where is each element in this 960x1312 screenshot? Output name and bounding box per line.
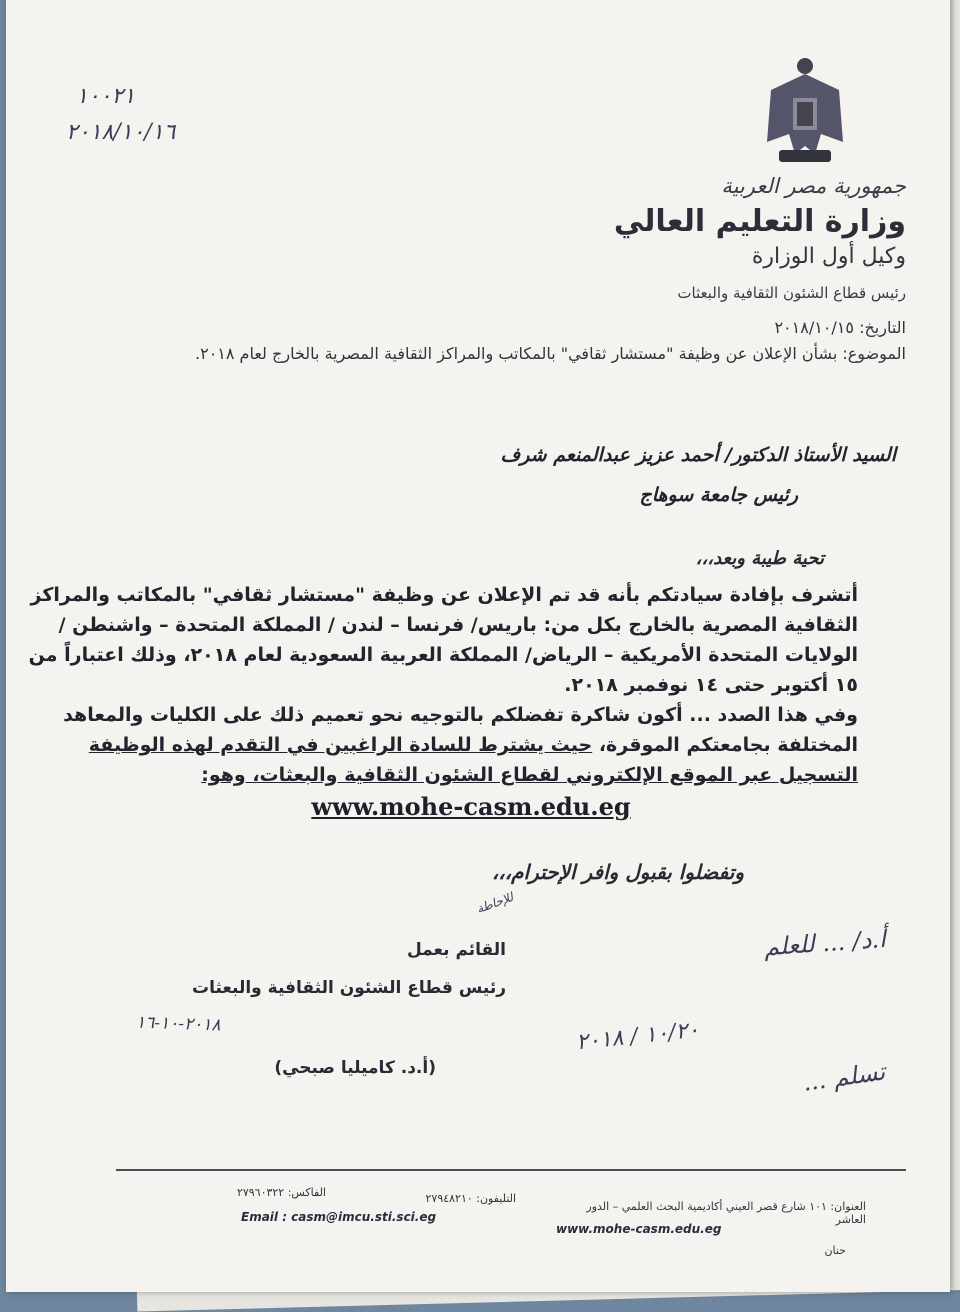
header-country: جمهورية مصر العربية [721, 174, 906, 198]
footer-initials: حنان [824, 1244, 846, 1257]
paragraph1-line2: الثقافية المصرية بالخارج بكل من: باريس/ فرنسا – لندن / المملكة المتحدة – واشنطن / [58, 614, 858, 636]
handwritten-receipt-note: تسلم ... [801, 1057, 887, 1097]
signature-title-acting: القائم بعمل [406, 940, 506, 960]
body-website-link[interactable]: www.mohe-casm.edu.eg [311, 792, 631, 821]
addressee-name: السيد الأستاذ الدكتور/ أحمد عزيز عبدالمنعم شرف [500, 444, 896, 466]
handwritten-referral-note: أ.د/ ... للعلم [762, 924, 887, 962]
eagle-emblem-icon [761, 50, 849, 168]
footer-email-link[interactable]: Email : casm@imcu.sti.sci.eg [241, 1210, 437, 1224]
paragraph1-line3: الولايات المتحدة الأمريكية – الرياض/ المملكة العربية السعودية لعام ٢٠١٨، وذلك اعتباراً من [28, 644, 858, 666]
greeting: تحية طيبة وبعد،،، [695, 548, 824, 569]
signature-title-sector: رئيس قطاع الشئون الثقافية والبعثات [192, 978, 506, 998]
footer-divider [116, 1169, 906, 1171]
letter-subject: الموضوع: بشأن الإعلان عن وظيفة "مستشار ثقافي" بالمكاتب والمراكز الثقافية المصرية بالخارج لعام ٢٠١٨. [195, 344, 906, 363]
handwritten-small-note: للإحاطة [474, 889, 516, 917]
handwritten-referral-date: ١٠/٢٠ / ٢٠١٨ [575, 1017, 701, 1056]
paragraph2-line2-start: المختلفة بجامعتكم الموقرة، [592, 734, 858, 756]
handwritten-reference-date: ٢٠١٨/١٠/١٦ [66, 120, 176, 145]
paragraph2-line1: وفي هذا الصدد ... أكون شاكرة تفضلكم بالتوجيه نحو تعميم ذلك على الكليات والمعاهد [63, 704, 858, 726]
signature-name: (أ.د. كاميليا صبحي) [274, 1058, 436, 1078]
paragraph2-line2-requirement: حيث يشترط للسادة الراغبين في التقدم لهذه الوظيفة [88, 734, 593, 756]
footer-phone: التليفون: ٢٧٩٤٨٢١٠ [425, 1192, 516, 1205]
handwritten-signature-date: ٢٠١٨-١٠-١٦ [135, 1012, 221, 1036]
paragraph1-line4: ١٥ أكتوبر حتى ١٤ نوفمبر ٢٠١٨. [564, 674, 858, 696]
paragraph2-line2 [88, 734, 858, 756]
footer-address: العنوان: ١٠١ شارع قصر العيني أكاديمية البحث العلمي – الدور العاشر [586, 1200, 866, 1226]
paragraph2-line3: التسجيل عبر الموقع الإلكتروني لقطاع الشئون الثقافية والبعثات، وهو: [201, 764, 858, 786]
footer-website-link[interactable]: www.mohe-casm.edu.eg [556, 1222, 722, 1236]
letter-page [6, 0, 950, 1292]
footer-fax: الفاكس: ٢٧٩٦٠٣٢٢ [236, 1186, 326, 1199]
letter-date: التاريخ: ٢٠١٨/١٠/١٥ [774, 318, 906, 337]
handwritten-reference-number: ١٠٠٢١ [76, 84, 136, 109]
header-ministry: وزارة التعليم العالي [613, 204, 906, 239]
addressee-title: رئيس جامعة سوهاج [639, 484, 798, 506]
header-sector: رئيس قطاع الشئون الثقافية والبعثات [677, 284, 906, 302]
closing-line: وتفضلوا بقبول وافر الإحترام،،، [491, 860, 744, 884]
header-deputy: وكيل أول الوزارة [751, 244, 906, 269]
paragraph1-line1: أتشرف بإفادة سيادتكم بأنه قد تم الإعلان عن وظيفة "مستشار ثقافي" بالمكاتب والمراكز [30, 584, 858, 606]
